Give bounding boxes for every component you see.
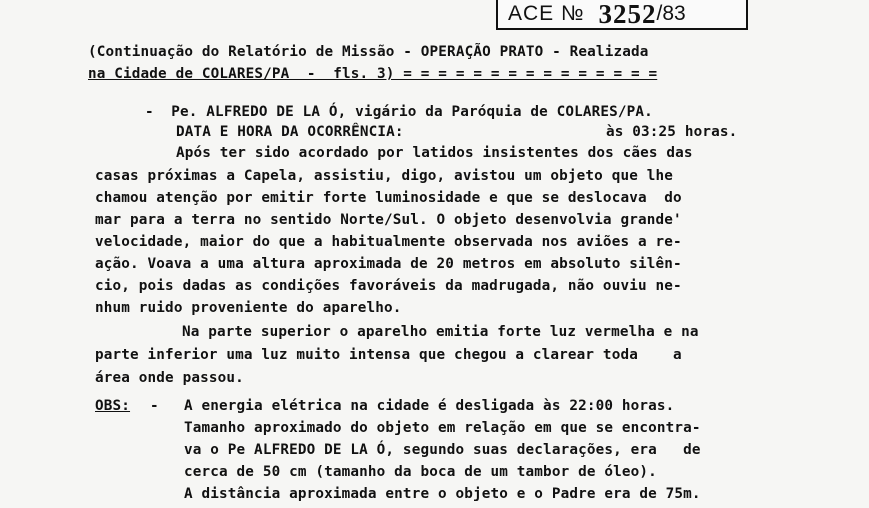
stamp-label: ACE № xyxy=(508,2,585,25)
para1-line-3: chamou atenção por emitir forte luminosidade e que se deslocava do xyxy=(95,190,682,206)
obs-line-2: Tamanho aproximado do objeto em relação em que se encontra- xyxy=(184,420,701,436)
para2-line-2: parte inferior uma luz muito intensa que chegou a clarear toda a xyxy=(95,347,682,363)
obs-line-3: va o Pe ALFREDO DE LA Ó, segundo suas declarações, era de xyxy=(184,442,701,458)
para2-line-3: área onde passou. xyxy=(95,370,244,386)
para1-line-1: Após ter sido acordado por latidos insistentes dos cães das xyxy=(176,145,693,161)
obs-line-1: A energia elétrica na cidade é desligada às 22:00 horas. xyxy=(184,398,675,414)
para1-line-2: casas próximas a Capela, assistiu, digo, avistou um objeto que lhe xyxy=(95,168,673,184)
witness-line: - Pe. ALFREDO DE LA Ó, vigário da Paróquia de COLARES/PA. xyxy=(145,104,653,120)
para1-line-7: cio, pois dadas as condições favoráveis da madrugada, não ouviu ne- xyxy=(95,278,682,294)
occurrence-time: às 03:25 horas. xyxy=(606,124,738,140)
stamp-number: 3252 xyxy=(598,0,657,29)
obs-line-5: A distância aproximada entre o objeto e o Padre era de 75m. xyxy=(184,486,701,502)
header-line-1: (Continuação do Relatório de Missão - OPERAÇÃO PRATO - Realizada xyxy=(88,44,649,60)
para1-line-5: velocidade, maior do que a habitualmente observada nos aviões a re- xyxy=(95,234,682,250)
obs-dash: - xyxy=(150,398,159,414)
header-line-2: na Cidade de COLARES/PA - fls. 3) = = = = = = = = = = = = = = = xyxy=(88,66,658,82)
para2-line-1: Na parte superior o aparelho emitia forte luz vermelha e na xyxy=(182,324,699,340)
ace-stamp xyxy=(496,0,748,30)
para1-line-6: ação. Voava a uma altura aproximada de 20 metros em absoluto silên- xyxy=(95,256,682,272)
para1-line-4: mar para a terra no sentido Norte/Sul. O objeto desenvolvia grande' xyxy=(95,212,682,228)
obs-line-4: cerca de 50 cm (tamanho da boca de um tambor de óleo). xyxy=(184,464,657,480)
stamp-year: /83 xyxy=(656,2,686,25)
obs-label: OBS: xyxy=(95,398,131,414)
date-label: DATA E HORA DA OCORRÊNCIA: xyxy=(176,124,404,140)
para1-line-8: nhum ruido proveniente do aparelho. xyxy=(95,300,402,316)
